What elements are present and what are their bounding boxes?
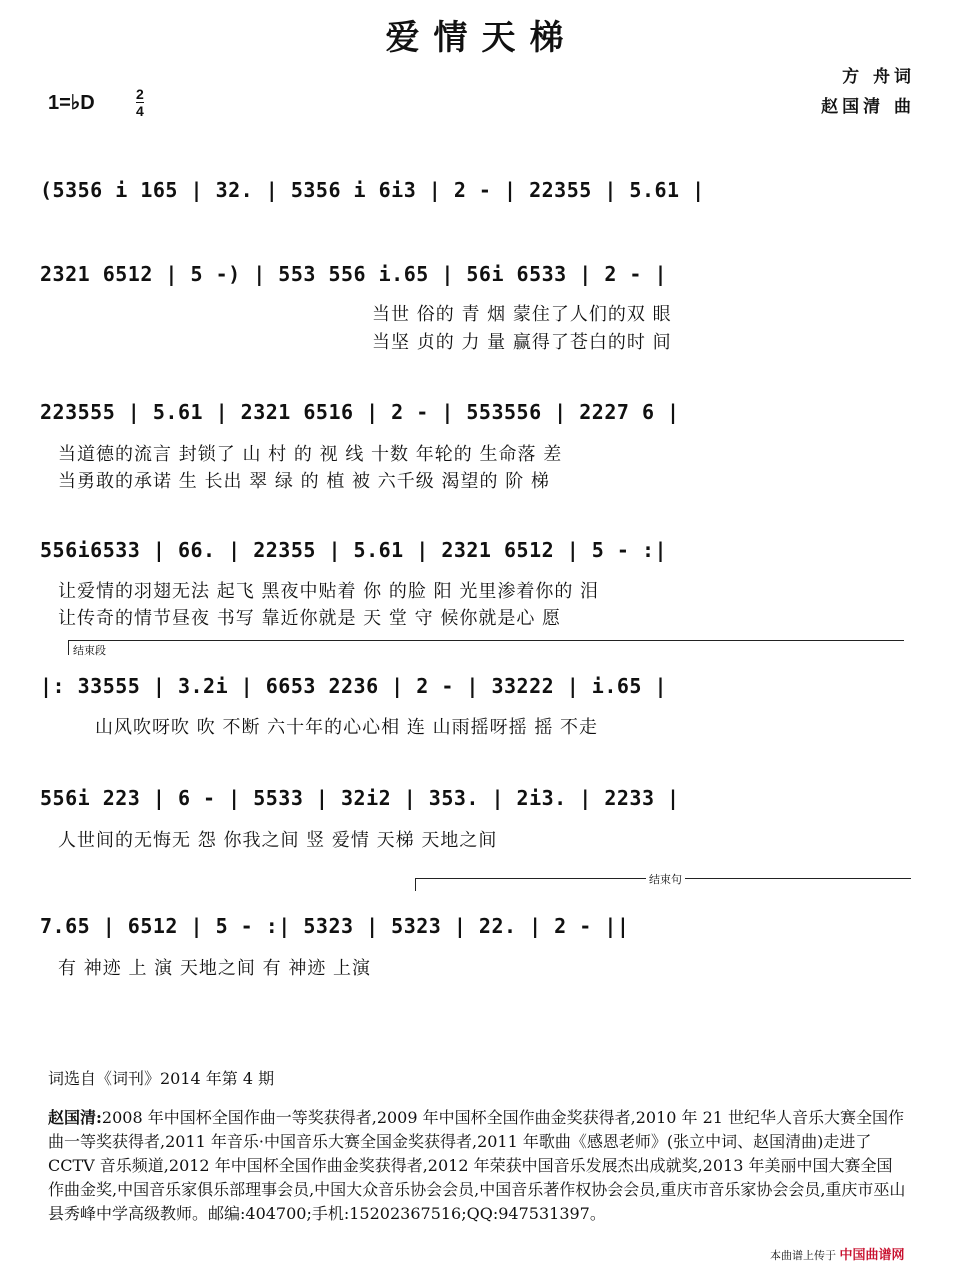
end-phrase-bracket xyxy=(415,873,911,891)
lyrics-row-4-verse-1: 让爱情的羽翅无法 起飞 黑夜中贴着 你 的脸 阳 光里渗着你的 泪 xyxy=(58,581,600,602)
lyrics-row-2-verse-2: 当坚 贞的 力 量 赢得了苍白的时 间 xyxy=(372,332,672,353)
composer-credit: 赵国清 曲 xyxy=(821,97,915,117)
source-note: 词选自《词刊》2014 年第 4 期 xyxy=(48,1069,275,1088)
notation-row-4: 556i6533 | 66. | 22355 | 5.61 | 2321 6512 | 5 - :| xyxy=(40,538,668,562)
notation-row-2: 2321 6512 | 5 -) | 553 556 i.65 | 56i 6533 | 2 - | xyxy=(40,262,668,286)
lyrics-row-4-verse-2: 让传奇的情节昼夜 书写 靠近你就是 天 堂 守 候你就是心 愿 xyxy=(58,608,562,629)
notation-row-5: |: 33555 | 3.2i | 6653 2236 | 2 - | 33222 | i.65 | xyxy=(40,674,668,698)
end-section-label: 结束段 xyxy=(73,644,106,657)
lyrics-row-2-verse-1: 当世 俗的 青 烟 蒙住了人们的双 眼 xyxy=(372,304,672,325)
lyrics-row-7: 有 神迹 上 演 天地之间 有 神迹 上演 xyxy=(58,958,372,979)
time-signature-bottom: 4 xyxy=(136,103,144,119)
bio-name: 赵国清: xyxy=(48,1108,102,1127)
bio-text: 2008 年中国杯全国作曲一等奖获得者,2009 年中国杯全国作曲金奖获得者,2010 年 21 世纪华人音乐大赛全国作曲一等奖获得者,2011 年音乐·中国音乐大赛全国金奖获得者,2011 年歌曲《感恩老师》(张立中词、赵国清曲)走进了 CCTV 音乐频道,2012 年中国杯全国作曲金奖获得者,2012 年荣获中国音乐发展杰出成就奖,2013 年美丽中国大赛全国作曲金奖,中国音乐家俱乐部理事会员,中国大众音乐协会会员,中国音乐著作权协会会员,重庆市音乐家协会会员,重庆市巫山县秀峰中学高级教师。邮编:404700;手机:15202367516;QQ:947531397。 xyxy=(48,1108,906,1223)
key-signature: 1=♭D xyxy=(48,92,95,114)
notation-row-3: 223555 | 5.61 | 2321 6516 | 2 - | 553556 | 2227 6 | xyxy=(40,400,680,424)
notation-row-1: (5356 i 165 | 32. | 5356 i 6i3 | 2 - | 22355 | 5.61 | xyxy=(40,178,705,202)
end-phrase-label: 结束句 xyxy=(646,871,685,887)
lyrics-row-3-verse-2: 当勇敢的承诺 生 长出 翠 绿 的 植 被 六千级 渴望的 阶 梯 xyxy=(58,471,550,492)
footer-text: 本曲谱上传于 xyxy=(770,1249,836,1262)
notation-row-7: 7.65 | 6512 | 5 - :| 5323 | 5323 | 22. | 2 - || xyxy=(40,914,630,938)
lyrics-row-3-verse-1: 当道德的流言 封锁了 山 村 的 视 线 十数 年轮的 生命落 差 xyxy=(58,444,563,465)
end-section-bracket xyxy=(68,640,904,655)
lyrics-row-6: 人世间的无悔无 怨 你我之间 竖 爱情 天梯 天地之间 xyxy=(58,830,498,851)
time-signature-top: 2 xyxy=(136,86,144,102)
notation-row-6: 556i 223 | 6 - | 5533 | 32i2 | 353. | 2i3. | 2233 | xyxy=(40,786,680,810)
composer-bio xyxy=(48,1106,908,1226)
time-signature xyxy=(136,86,144,119)
song-title: 爱情天梯 xyxy=(385,18,578,58)
upload-footer xyxy=(770,1244,905,1263)
lyrics-row-5: 山风吹呀吹 吹 不断 六十年的心心相 连 山雨摇呀摇 摇 不走 xyxy=(95,717,599,738)
lyricist-credit: 方 舟词 xyxy=(842,67,915,87)
site-logo[interactable]: 中国曲谱网 xyxy=(839,1248,905,1263)
